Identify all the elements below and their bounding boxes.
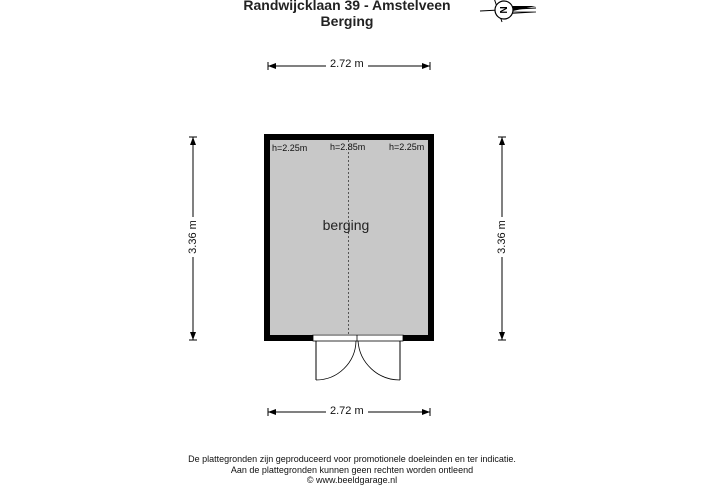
floor-title: Berging bbox=[320, 13, 374, 29]
height-label-left: h=2.25m bbox=[272, 143, 308, 153]
height-label-right: h=2.25m bbox=[389, 142, 425, 152]
disclaimer-line-2: Aan de plattegronden kunnen geen rechten worden ontleend bbox=[230, 465, 474, 475]
room-name: berging bbox=[322, 217, 370, 233]
height-label-middle: h=2.85m bbox=[330, 142, 366, 152]
address-title: Randwijcklaan 39 - Amstelveen bbox=[243, 0, 451, 13]
disclaimer-line-1: De plattegronden zijn geproduceerd voor promotionele doeleinden en ter indicatie. bbox=[188, 454, 516, 464]
compass-n-label: N bbox=[497, 6, 508, 14]
room-berging bbox=[264, 134, 434, 341]
double-door bbox=[313, 334, 403, 380]
copyright-line: © www.beeldgarage.nl bbox=[306, 475, 398, 485]
dimension-left-label: 3.36 m bbox=[187, 217, 199, 257]
dimension-bottom-label: 2.72 m bbox=[326, 405, 368, 417]
dimension-top-label: 2.72 m bbox=[326, 58, 368, 70]
dimension-right-label: 3.36 m bbox=[496, 217, 508, 257]
